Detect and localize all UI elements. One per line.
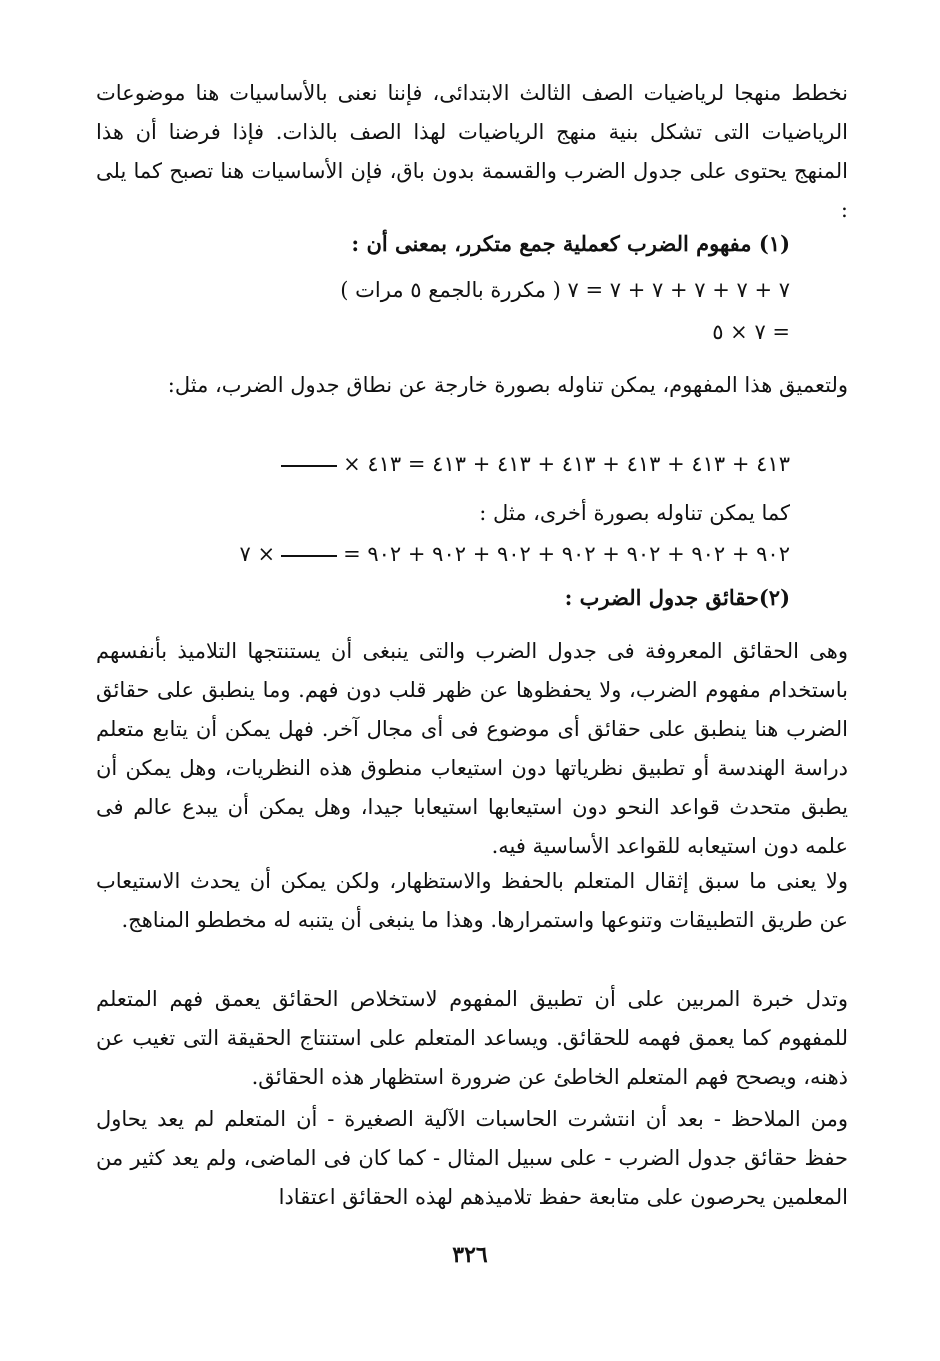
experience-paragraph: وتدل خبرة المربين على أن تطبيق المفهوم لاستخلاص الحقائق يعمق فهم المتعلم للمفهوم كما يعمق فهمه للحقائق. ويساعد المتعلم على استنتاج الحقيقة التى تغيب عن ذهنه، ويصحح فهم المتعلم الخاطئ عن ضرورة استظهار هذه الحقائق. — [96, 987, 848, 1089]
equation-902-sum — [240, 536, 790, 572]
facts-paragraph: وهى الحقائق المعروفة فى جدول الضرب والتى ينبغى أن يستنتجها التلاميذ بأنفسهم باستخدام مفهوم الضرب، ولا يحفظوها عن ظهر قلب دون فهم. وما ينطبق على حقائق الضرب هنا ينطبق على حقائق أى موضوع فى أى مجال آخر. فهل يمكن أن يتابع متعلم دراسة الهندسة أو تطبيق نظرياتها دون استيعاب منطوق هذه النظريات، وهل يمكن أن يطبق متحدث قواعد النحو دون استيعابها استيعابا جيدا، وهل يمكن أن يبدع عالم فى علمه دون استيعابه للقواعد الأساسية فيه. — [96, 639, 848, 858]
answer-blank — [281, 465, 337, 467]
observation-paragraph: ومن الملاحظ - بعد أن انتشرت الحاسبات الآلية الصغيرة - أن المتعلم لم يعد يحاول حفظ حقائق جدول الضرب - على سبيل المثال - كما كان فى الماضى، ولم يعد كثير من المعلمين يحرصون على متابعة حفظ تلاميذهم لهذه الحقائق اعتقادا — [96, 1107, 848, 1209]
deepen-concept-paragraph: ولتعميق هذا المفهوم، يمكن تناوله بصورة خارجة عن نطاق جدول الضرب، مثل: — [167, 373, 848, 397]
equation-902-factor: × ٧ — [239, 542, 276, 566]
equation-repeated-addition: ٧ + ٧ + ٧ + ٧ + ٧ = ٧ ( مكررة بالجمع ٥ مرات ) — [340, 278, 790, 302]
heading-multiplication-facts: (٢)حقائق جدول الضرب : — [564, 585, 790, 610]
answer-blank — [281, 555, 337, 557]
page-number: ٣٢٦ — [452, 1242, 488, 1268]
no-burden-paragraph: ولا يعنى ما سبق إثقال المتعلم بالحفظ والاستظهار، ولكن يمكن أن يحدث الاستيعاب عن طريق التطبيقات وتنوعها واستمرارها. وهذا ما ينبغى أن يتنبه له مخططو المناهج. — [96, 869, 848, 932]
equation-413-terms: ٤١٣ + ٤١٣ + ٤١٣ + ٤١٣ + ٤١٣ + ٤١٣ = ٤١٣ × — [343, 452, 790, 476]
equation-902-terms: ٩٠٢ + ٩٠٢ + ٩٠٢ + ٩٠٢ + ٩٠٢ + ٩٠٢ + ٩٠٢ = — [343, 542, 790, 566]
equation-product: = ٧ × ٥ — [712, 320, 790, 344]
intro-paragraph: نخطط منهجا لرياضيات الصف الثالث الابتدائى، فإننا نعنى بالأساسيات هنا موضوعات الرياضيات التى تشكل بنية منهج الرياضيات لهذا الصف بالذات. فإذا فرضنا أن هذا المنهج يحتوى على جدول الضرب والقسمة بدون باق، فإن الأساسيات هنا تصبح كما يلى : — [96, 81, 849, 222]
equation-413-sum — [275, 446, 790, 482]
heading-multiplication-concept: (١) مفهوم الضرب كعملية جمع متكرر، بمعنى أن : — [351, 231, 790, 256]
other-form-paragraph: كما يمكن تناوله بصورة أخرى، مثل : — [479, 501, 790, 525]
